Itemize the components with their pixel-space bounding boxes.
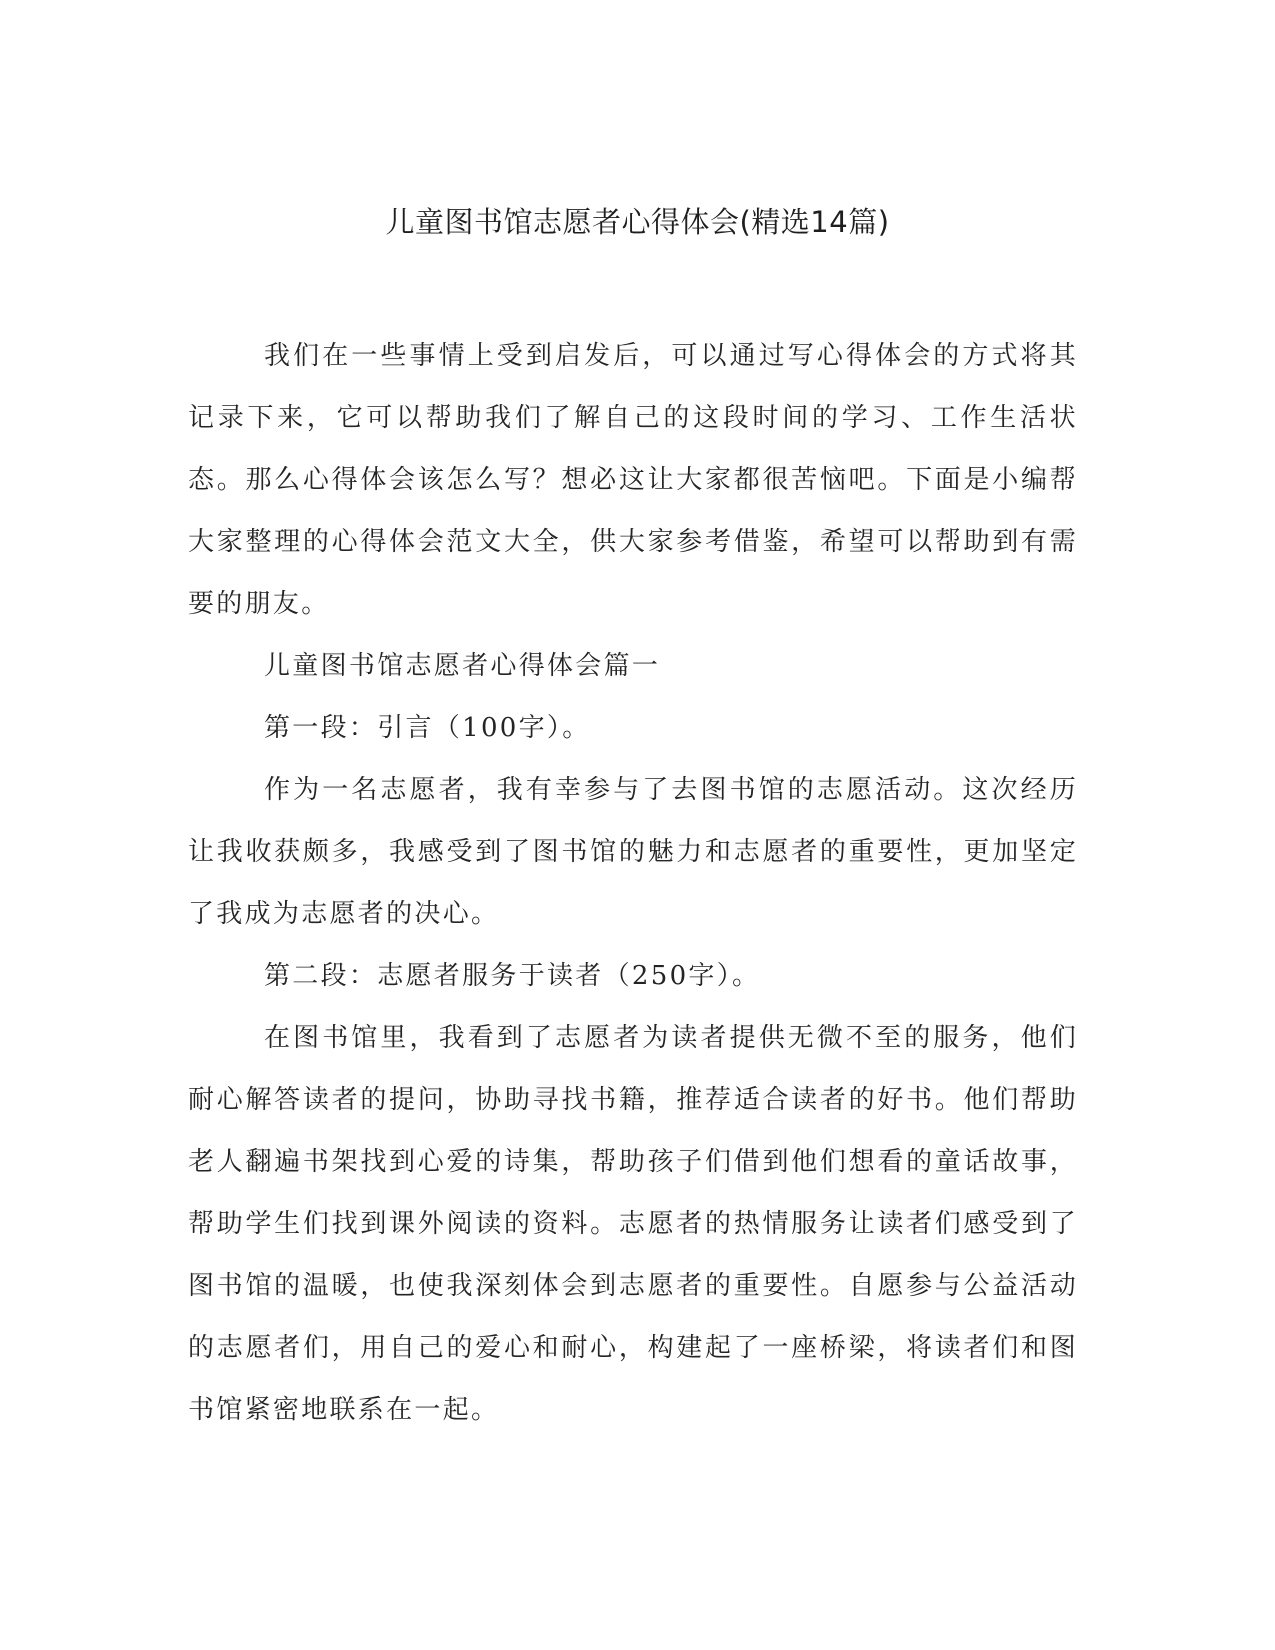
document-body [188,325,1078,1441]
body-paragraph: 作为一名志愿者，我有幸参与了去图书馆的志愿活动。这次经历让我收获颇多，我感受到了图书馆的魅力和志愿者的重要性，更加坚定了我成为志愿者的决心。 [188,775,1078,929]
intro-paragraph: 我们在一些事情上受到启发后，可以通过写心得体会的方式将其记录下来，它可以帮助我们了解自己的这段时间的学习、工作生活状态。那么心得体会该怎么写？想必这让大家都很苦恼吧。下面是小编帮大家整理的心得体会范文大全，供大家参考借鉴，希望可以帮助到有需要的朋友。 [188,341,1078,619]
paragraph-heading: 第一段：引言（100字）。 [264,713,591,743]
body-paragraph: 在图书馆里，我看到了志愿者为读者提供无微不至的服务，他们耐心解答读者的提问，协助寻找书籍，推荐适合读者的好书。他们帮助老人翻遍书架找到心爱的诗集，帮助孩子们借到他们想看的童话故事，帮助学生们找到课外阅读的资料。志愿者的热情服务让读者们感受到了图书馆的温暖，也使我深刻体会到志愿者的重要性。自愿参与公益活动的志愿者们，用自己的爱心和耐心，构建起了一座桥梁，将读者们和图书馆紧密地联系在一起。 [188,1023,1078,1425]
document-title: 儿童图书馆志愿者心得体会(精选14篇) [385,205,890,239]
section-heading: 儿童图书馆志愿者心得体会篇一 [264,651,661,681]
paragraph-heading: 第二段：志愿者服务于读者（250字）。 [264,961,761,991]
